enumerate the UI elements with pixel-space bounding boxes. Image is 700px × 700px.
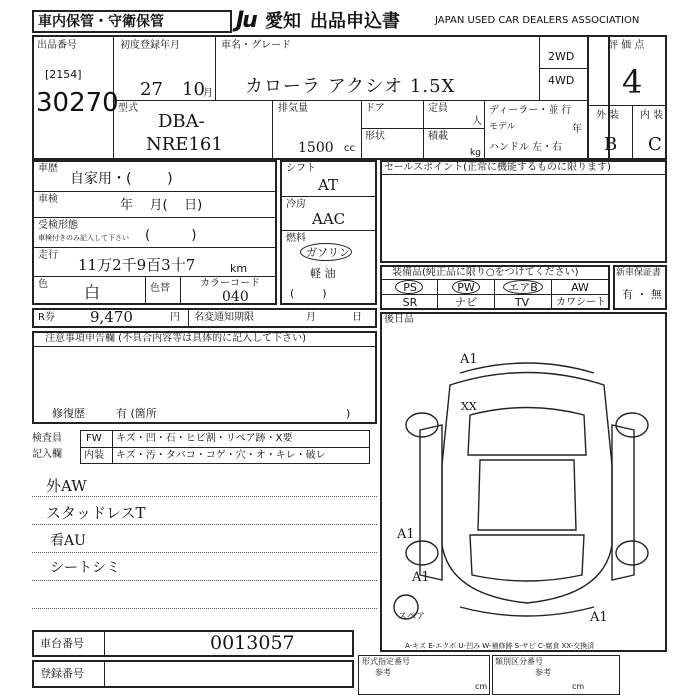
- fw-items: キズ・凹・石・ヒビ割・リペア跡・X要: [116, 433, 293, 444]
- inspection-label: 車検: [38, 194, 58, 205]
- exterior-label: 外 装: [596, 110, 620, 121]
- warranty-value: 有 ・ 無: [622, 288, 662, 301]
- equipment-seat: カワシート: [556, 297, 606, 308]
- equipment-sr: SR: [402, 296, 418, 309]
- color-value: 白: [84, 283, 101, 302]
- chassis-label: 車台番号: [40, 637, 84, 650]
- lot-small-number: [2154]: [45, 68, 82, 81]
- car-damage-diagram: [390, 345, 665, 625]
- diagram-mark-2: XX: [461, 400, 477, 413]
- drive-4wd: 4WD: [548, 74, 575, 87]
- diagram-mark-4: A1: [412, 570, 430, 585]
- model-code-value: NRE161: [146, 134, 223, 155]
- acceptance-note: 車検付きのみ記入して下さい: [38, 234, 129, 242]
- type-number-label: 形式指定番号: [362, 657, 410, 666]
- equipment-navi: ナビ: [455, 296, 477, 309]
- note-line-4: シートシミ: [50, 560, 120, 576]
- grade-label: 評 価 点: [608, 40, 645, 51]
- equipment-label: 装備品(純正品に限り○をつけてください): [392, 267, 579, 278]
- doors-label: ドア: [365, 103, 385, 114]
- model-code-label: 型式: [118, 103, 138, 114]
- diagram-mark-5: A1: [590, 610, 608, 625]
- dealer-label: ディーラー・並 行: [489, 105, 572, 116]
- sales-point-label: セールスポイント(正常に機能するものに限ります): [384, 162, 611, 173]
- lot-number-label: 出品番号: [37, 40, 77, 51]
- diagram-legend: A-キズ E-エクボ U-凹み W-補修跡 S-サビ C-腐食 XX-交換済: [405, 642, 595, 650]
- plate-label: 登録番号: [40, 667, 84, 680]
- interior-value: C: [648, 134, 662, 155]
- deadline-label: 名変通知期限: [194, 312, 254, 323]
- shift-label: シフト: [286, 163, 316, 174]
- spare-label: スペア: [398, 612, 426, 622]
- aircon-label: 冷房: [286, 199, 306, 210]
- interior-items-label: 内装: [84, 450, 104, 461]
- aircon-value: AAC: [312, 210, 346, 228]
- fuel-gas: ガソリン: [306, 246, 350, 259]
- storage-label: 車内保管・守衛保管: [38, 14, 164, 30]
- tax-value: 9,470: [90, 308, 133, 326]
- model-name-label: 車名・グレード: [221, 40, 291, 51]
- color-code-label: カラーコード: [200, 278, 260, 289]
- after-delivery-label: 後日品: [384, 314, 414, 325]
- load-unit: kg: [470, 148, 481, 158]
- cm-label-2: cm: [572, 682, 585, 691]
- color-label: 色: [38, 279, 48, 290]
- repair-history-value: 有 (箇所: [116, 407, 157, 420]
- acceptance-value: ( ): [145, 228, 197, 243]
- displacement-unit: cc: [344, 143, 355, 154]
- ju-logo: Ju: [236, 8, 256, 33]
- registration-month: 10: [182, 79, 205, 100]
- class-number-label: 類別区分番号: [495, 657, 543, 666]
- interior-label: 内 装: [640, 110, 664, 121]
- drive-2wd: 2WD: [548, 50, 575, 63]
- mileage-unit: km: [230, 262, 248, 275]
- deadline-day: 日: [352, 312, 362, 323]
- tax-label: R券: [38, 312, 55, 323]
- interior-items: キズ・汚・タバコ・コゲ・穴・オ・キレ・破レ: [116, 450, 326, 461]
- load-label: 積載: [428, 131, 448, 142]
- registration-year: 27: [140, 79, 163, 100]
- equipment-tv: TV: [514, 296, 530, 309]
- equipment-aw: AW: [571, 281, 589, 294]
- capacity-unit: 人: [472, 116, 482, 127]
- inspector-label-2: 記入欄: [32, 449, 62, 460]
- form-title: 出品申込書: [310, 11, 400, 32]
- deadline-month: 月: [306, 312, 316, 323]
- displacement-label: 排気量: [278, 103, 308, 114]
- model-name-value: カローラ アクシオ 1.5X: [245, 76, 456, 97]
- capacity-label: 定員: [428, 103, 448, 114]
- fuel-other: ( ): [290, 287, 327, 300]
- ref-label-2: 参考: [535, 668, 551, 677]
- inspector-label-1: 検査員: [32, 433, 62, 444]
- note-line-3: 看AU: [50, 533, 86, 549]
- equipment-pw: PW: [457, 281, 475, 294]
- equipment-ps: PS: [403, 281, 417, 294]
- sales-point-box: [380, 160, 667, 263]
- warranty-label: 新車保証書: [616, 268, 662, 278]
- registration-label: 初度登録年月: [120, 40, 180, 51]
- fuel-label: 燃料: [286, 233, 306, 244]
- shift-value: AT: [318, 176, 339, 194]
- shape-label: 形状: [365, 131, 385, 142]
- handle-label: ハンドル 左・右: [489, 142, 563, 153]
- notes-label: 注意事項申告欄 (不具合内容等は具体的に記入して下さい): [45, 333, 306, 344]
- registration-month-unit: 月: [203, 88, 213, 99]
- logo-region: 愛知: [265, 11, 301, 32]
- model-year-unit: 年: [572, 124, 582, 135]
- grade-value: 4: [622, 63, 643, 101]
- repair-history-label: 修復歴: [52, 407, 85, 420]
- model-code-prefix: DBA-: [158, 111, 205, 132]
- tax-unit: 円: [170, 312, 180, 323]
- diagram-mark-1: A1: [460, 352, 478, 367]
- diagram-mark-3: A1: [397, 527, 415, 542]
- mileage-label: 走行: [38, 250, 58, 261]
- history-value: 自家用・( ): [70, 171, 173, 187]
- displacement-value: 1500: [298, 140, 334, 156]
- color-code-value: 040: [222, 289, 249, 305]
- cm-label-1: cm: [475, 682, 488, 691]
- fuel-diesel: 軽 油: [310, 267, 336, 280]
- chassis-value: 0013057: [210, 632, 295, 654]
- equipment-airbag: エアB: [508, 281, 538, 294]
- association-name: JAPAN USED CAR DEALERS ASSOCIATION: [435, 15, 640, 26]
- mileage-value: 11万2千9百3十7: [78, 256, 196, 274]
- acceptance-label: 受検形態: [38, 220, 78, 231]
- note-line-2: スタッドレスT: [46, 504, 146, 522]
- inspection-value: 年 月( 日): [120, 198, 203, 213]
- note-line-1: 外AW: [46, 477, 87, 495]
- repair-history-close: ): [346, 407, 351, 420]
- model-year-label: モデル: [489, 122, 516, 132]
- exterior-value: B: [604, 134, 618, 155]
- fw-label: FW: [86, 433, 102, 444]
- ref-label-1: 参考: [375, 668, 391, 677]
- color-change-label: 色替: [150, 283, 170, 294]
- lot-number: 30270: [36, 88, 119, 118]
- history-label: 車歴: [38, 163, 58, 174]
